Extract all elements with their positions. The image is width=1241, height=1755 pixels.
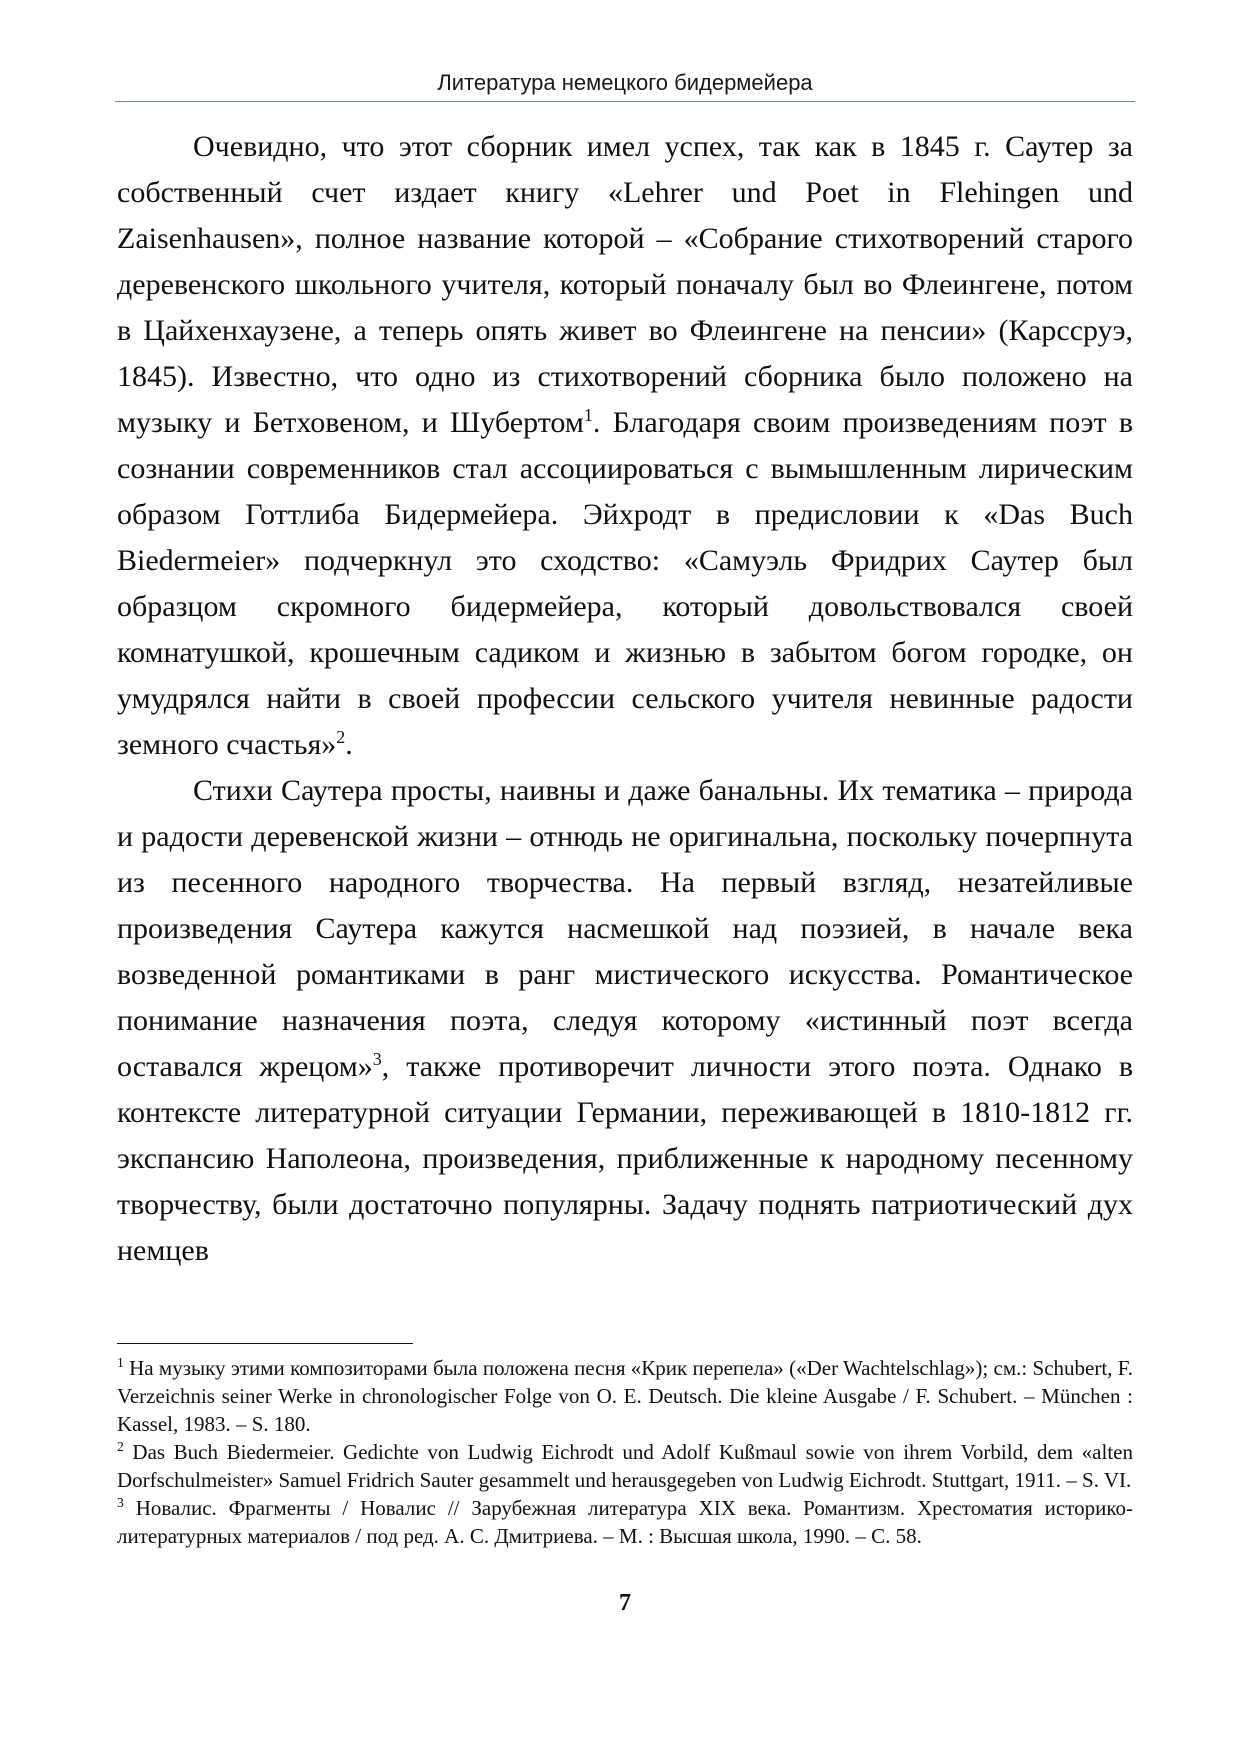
paragraph-2	[117, 768, 1133, 1274]
footnote-2-text: Das Buch Biedermeier. Gedichte von Ludwig Eichrodt und Adolf Kußmaul sowie von ihrem Vorbild, dem «alten Dorfschulmeister» Samuel Fridrich Sauter gesammelt und herausgegeben von Ludwig Eichrodt. Stuttgart, 1911. – S. VI.	[117, 1440, 1133, 1492]
paragraph-1	[117, 124, 1133, 768]
page-number: 7	[619, 1590, 631, 1616]
footnote-marker-1: 1	[117, 1355, 124, 1370]
footnote-3	[117, 1494, 1133, 1550]
footnotes	[117, 1354, 1133, 1550]
main-text	[117, 124, 1133, 1274]
header-rule	[115, 101, 1135, 102]
footnote-ref-3[interactable]: 3	[372, 1049, 382, 1069]
running-title: Литература немецкого бидермейера	[437, 70, 813, 95]
footnote-ref-2[interactable]: 2	[336, 727, 346, 747]
footnote-2	[117, 1438, 1133, 1494]
footnote-3-text: Новалис. Фрагменты / Новалис // Зарубежная литература XIX века. Романтизм. Хрестоматия историко-литературных материалов / под ред. А. С. Дмитриева. – М. : Высшая школа, 1990. – С. 58.	[117, 1496, 1133, 1548]
paragraph-1-text-b: . Благодаря своим произведениям поэт в сознании современников стал ассоциироваться с вымышленным лирическим образом Готтлиба Бидермейера. Эйхродт в предисловии к «Das Buch Biedermeier» подчеркнул это сходство: «Самуэль Фридрих Саутер был образцом скромного бидермейера, который довольствовался своей комнатушкой, крошечным садиком и жизнью в забытом богом городке, он умудрялся найти в своей профессии сельского учителя невинные радости земного счастья»	[117, 406, 1133, 761]
paragraph-1-text-c: .	[345, 728, 353, 761]
paragraph-2-text-a: Стихи Саутера просты, наивны и даже банальны. Их тематика – природа и радости деревенской жизни – отнюдь не оригинальна, поскольку почерпнута из песенного народного творчества. На первый взгляд, незатейливые произведения Саутера кажутся насмешкой над поэзией, в начале века возведенной романтиками в ранг мистического искусства. Романтическое понимание назначения поэта, следуя которому «истинный поэт всегда оставался жрецом»	[117, 774, 1133, 1083]
footnote-marker-3: 3	[117, 1495, 124, 1510]
footnote-1	[117, 1354, 1133, 1438]
footnote-ref-1[interactable]: 1	[583, 405, 593, 425]
footnote-separator	[117, 1343, 413, 1344]
footnote-marker-2: 2	[117, 1439, 124, 1454]
paragraph-1-text-a: Очевидно, что этот сборник имел успех, так как в 1845 г. Саутер за собственный счет издает книгу «Lehrer und Poet in Flehingen und Zaisenhausen», полное название которой – «Собрание стихотворений старого деревенского школьного учителя, который поначалу был во Флеингене, потом в Цайхенхаузене, а теперь опять живет во Флеингене на пенсии» (Карссруэ, 1845). Известно, что одно из стихотворений сборника было положено на музыку и Бетховеном, и Шубертом	[117, 130, 1133, 439]
footnote-1-text: На музыку этими композиторами была положена песня «Крик перепела» («Der Wachtelschlag»); см.: Schubert, F. Verzeichnis seiner Werke in chronologischer Folge von O. E. Deutsch. Die kleine Ausgabe / F. Schubert. – München : Kassel, 1983. – S. 180.	[117, 1356, 1133, 1436]
paragraph-2-text-b: , также противоречит личности этого поэта. Однако в контексте литературной ситуации Германии, переживающей в 1810-1812 гг. экспансию Наполеона, произведения, приближенные к народному песенному творчеству, были достаточно популярны. Задачу поднять патриотический дух немцев	[117, 1050, 1133, 1267]
